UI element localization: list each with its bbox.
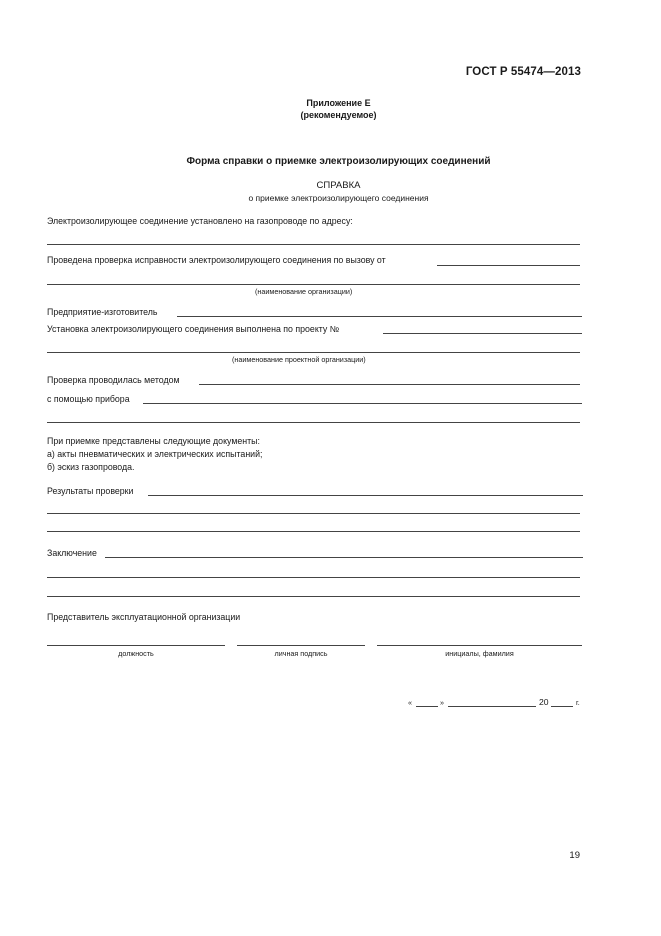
conclusion-field-line[interactable] <box>47 577 580 578</box>
certificate-subheading: о приемке электроизолирующего соединения <box>248 193 429 203</box>
method-field[interactable] <box>199 384 580 385</box>
device-field[interactable] <box>143 403 582 404</box>
design-organization-field[interactable] <box>47 352 580 353</box>
page-number: 19 <box>569 850 580 861</box>
date-open-quote: « <box>408 698 412 707</box>
month-field[interactable] <box>448 706 536 707</box>
documents-intro: При приемке представлены следующие документы: <box>47 436 260 446</box>
device-field-continued[interactable] <box>47 422 580 423</box>
document-item: б) эскиз газопровода. <box>47 462 135 472</box>
position-field[interactable] <box>47 645 225 646</box>
method-label: Проверка проводилась методом <box>47 375 180 385</box>
day-field[interactable] <box>416 706 438 707</box>
organization-name-caption: (наименование организации) <box>255 287 353 296</box>
manufacturer-label: Предприятие-изготовитель <box>47 307 158 317</box>
date-close-quote: » <box>440 698 444 707</box>
signature-caption: личная подпись <box>274 649 328 658</box>
conclusion-field[interactable] <box>105 557 583 558</box>
name-field[interactable] <box>377 645 582 646</box>
check-call-field[interactable] <box>437 265 580 266</box>
year-suffix: г. <box>576 698 580 707</box>
year-prefix: 20 <box>539 697 549 707</box>
form-title: Форма справки о приемке электроизолирующих соединений <box>186 156 491 167</box>
certificate-heading: СПРАВКА <box>316 180 361 191</box>
appendix-title: Приложение Е <box>306 98 371 108</box>
signature-field[interactable] <box>237 645 365 646</box>
results-field-line[interactable] <box>47 531 580 532</box>
check-call-label: Проведена проверка исправности электроизолирующего соединения по вызову от <box>47 255 386 265</box>
results-label: Результаты проверки <box>47 486 134 496</box>
name-caption: инициалы, фамилия <box>445 649 514 658</box>
design-organization-caption: (наименование проектной организации) <box>232 355 366 364</box>
organization-name-field[interactable] <box>47 284 580 285</box>
address-field[interactable] <box>47 244 580 245</box>
year-field[interactable] <box>551 706 573 707</box>
device-label: с помощью прибора <box>47 394 130 404</box>
representative-label: Представитель эксплуатационной организации <box>47 612 241 622</box>
project-number-field[interactable] <box>383 333 582 334</box>
appendix-subtitle: (рекомендуемое) <box>300 110 377 120</box>
position-caption: должность <box>118 649 154 658</box>
conclusion-field-line[interactable] <box>47 596 580 597</box>
document-id: ГОСТ Р 55474—2013 <box>465 66 581 78</box>
document-item: а) акты пневматических и электрических испытаний; <box>47 449 263 459</box>
project-label: Установка электроизолирующего соединения выполнена по проекту № <box>47 324 340 334</box>
results-field[interactable] <box>148 495 583 496</box>
address-label: Электроизолирующее соединение установлено на газопроводе по адресу: <box>47 216 353 226</box>
results-field-line[interactable] <box>47 513 580 514</box>
conclusion-label: Заключение <box>47 548 97 558</box>
manufacturer-field[interactable] <box>177 316 582 317</box>
